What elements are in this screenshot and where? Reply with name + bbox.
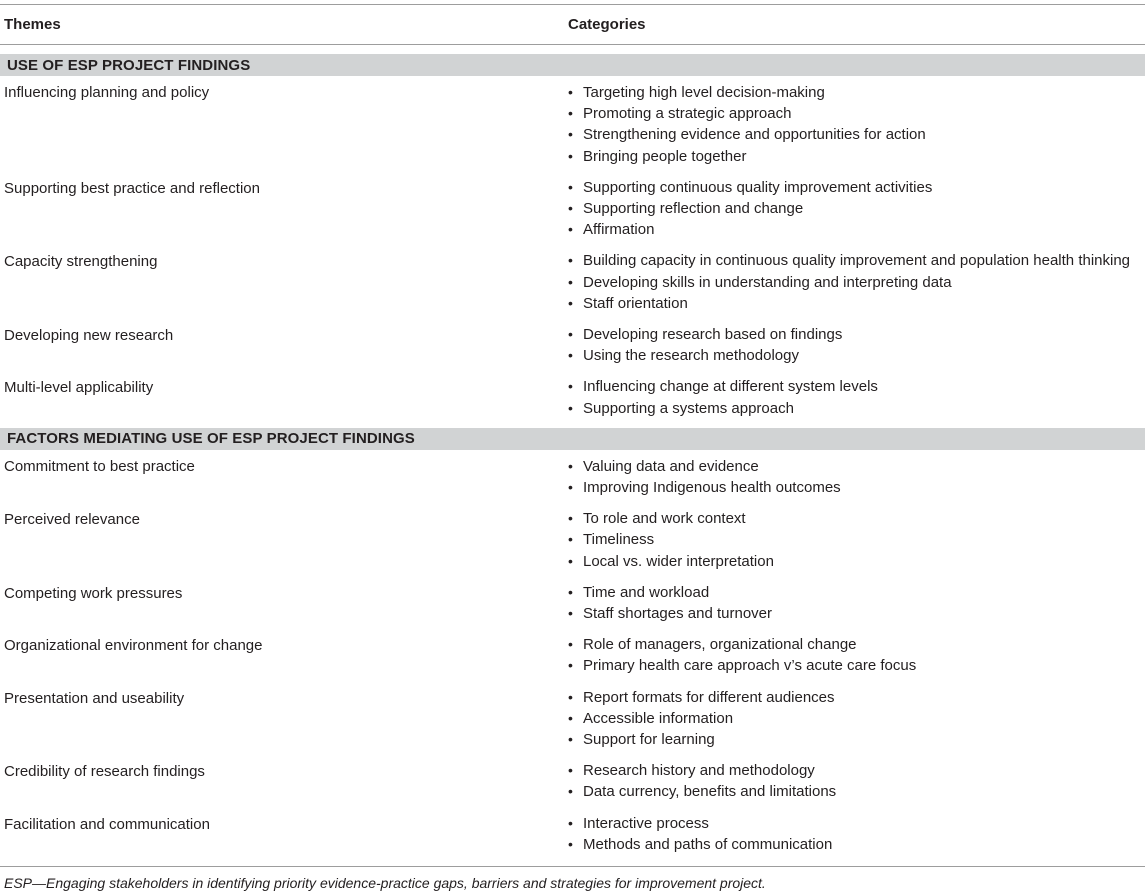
category-item xyxy=(568,103,1145,124)
theme-cell: Influencing planning and policy xyxy=(4,84,210,101)
bullet-icon: • xyxy=(568,294,573,311)
category-text: Supporting reflection and change xyxy=(583,200,804,218)
bullet-icon: • xyxy=(568,762,573,779)
bullet-icon: • xyxy=(568,583,573,600)
category-item xyxy=(568,272,1145,293)
category-text: Bringing people together xyxy=(583,147,747,165)
category-list xyxy=(568,508,1145,572)
category-list xyxy=(568,376,1145,418)
table-row xyxy=(0,577,1145,629)
category-item xyxy=(568,345,1145,366)
category-list xyxy=(568,177,1145,241)
theme-cell: Facilitation and communication xyxy=(4,815,210,833)
theme-cell: Presentation and useability xyxy=(4,689,185,707)
theme-cell: Competing work pressures xyxy=(4,584,183,602)
bullet-icon: • xyxy=(568,378,573,395)
bullet-icon: • xyxy=(568,178,573,195)
table-row xyxy=(0,172,1145,246)
category-text: Strengthening evidence and opportunities for action xyxy=(583,126,926,144)
category-text: Data currency, benefits and limitations xyxy=(583,783,837,801)
category-text: Report formats for different audiences xyxy=(583,688,835,706)
category-item xyxy=(568,781,1145,802)
category-text: Primary health care approach v’s acute care focus xyxy=(583,657,917,675)
bullet-icon: • xyxy=(568,552,573,569)
category-item xyxy=(568,456,1145,477)
category-text: Time and workload xyxy=(583,583,710,601)
bullet-icon: • xyxy=(568,147,573,164)
table-row xyxy=(0,450,1145,503)
category-item xyxy=(568,293,1145,314)
bullet-icon: • xyxy=(568,636,573,653)
bullet-icon: • xyxy=(568,531,573,548)
category-item xyxy=(568,477,1145,498)
bullet-icon: • xyxy=(568,605,573,622)
category-text: Accessible information xyxy=(583,709,734,727)
category-text: Influencing change at different system levels xyxy=(583,378,878,396)
category-text: Methods and paths of communication xyxy=(583,835,833,853)
table-row xyxy=(0,682,1145,756)
category-item xyxy=(568,82,1145,103)
table-row xyxy=(0,755,1145,807)
category-item xyxy=(568,834,1145,855)
category-item xyxy=(568,146,1145,167)
category-list xyxy=(568,250,1145,314)
category-text: Targeting high level decision-making xyxy=(583,84,825,101)
category-text: Research history and methodology xyxy=(583,762,815,780)
bullet-icon: • xyxy=(568,347,573,364)
category-item xyxy=(568,634,1145,655)
category-item xyxy=(568,729,1145,750)
category-text: Local vs. wider interpretation xyxy=(583,552,774,570)
category-item xyxy=(568,582,1145,603)
bullet-icon: • xyxy=(568,252,573,269)
table-row xyxy=(0,76,1145,172)
category-item xyxy=(568,708,1145,729)
category-text: Timeliness xyxy=(583,531,655,549)
theme-cell: Organizational environment for change xyxy=(4,637,263,655)
table-row xyxy=(0,245,1145,319)
category-list xyxy=(568,82,1145,167)
bullet-icon: • xyxy=(568,273,573,290)
bullet-icon: • xyxy=(568,814,573,831)
bullet-icon: • xyxy=(568,200,573,217)
category-list xyxy=(568,760,1145,802)
theme-cell: Perceived relevance xyxy=(4,511,140,529)
bullet-icon: • xyxy=(568,835,573,852)
category-item xyxy=(568,398,1145,419)
bullet-icon: • xyxy=(568,84,573,100)
table-body xyxy=(0,54,1145,860)
category-list xyxy=(568,324,1145,366)
category-text: Developing research based on findings xyxy=(583,326,843,344)
header-rule xyxy=(0,44,1145,45)
category-item xyxy=(568,219,1145,240)
theme-cell: Capacity strengthening xyxy=(4,253,158,271)
category-text: Promoting a strategic approach xyxy=(583,105,792,123)
category-text: Supporting a systems approach xyxy=(583,399,794,417)
bullet-icon: • xyxy=(568,783,573,800)
bullet-icon: • xyxy=(568,709,573,726)
category-text: Interactive process xyxy=(583,814,709,832)
category-item xyxy=(568,324,1145,345)
category-item xyxy=(568,508,1145,529)
category-text: Staff shortages and turnover xyxy=(583,605,773,623)
category-text: Developing skills in understanding and interpreting data xyxy=(583,273,952,291)
themes-column-header: Themes xyxy=(4,16,61,33)
bullet-icon: • xyxy=(568,399,573,416)
table-row xyxy=(0,808,1145,860)
bullet-icon: • xyxy=(568,221,573,238)
category-item xyxy=(568,376,1145,397)
category-text: Valuing data and evidence xyxy=(583,457,759,475)
category-list xyxy=(568,456,1145,498)
category-item xyxy=(568,603,1145,624)
category-item xyxy=(568,177,1145,198)
category-text: Using the research methodology xyxy=(583,347,799,365)
category-text: Building capacity in continuous quality improvement and population health thinking xyxy=(583,252,1131,270)
table-row xyxy=(0,319,1145,371)
category-item xyxy=(568,687,1145,708)
bullet-icon: • xyxy=(568,510,573,527)
section-header: FACTORS MEDIATING USE OF ESP PROJECT FINDINGS xyxy=(0,428,1145,450)
bullet-icon: • xyxy=(568,657,573,674)
section-header: USE OF ESP PROJECT FINDINGS xyxy=(0,54,1145,76)
table-row xyxy=(0,629,1145,681)
category-text: Improving Indigenous health outcomes xyxy=(583,479,841,497)
table-footnote: ESP—Engaging stakeholders in identifying priority evidence-practice gaps, barriers and strategies for improvement project. xyxy=(4,875,766,891)
table-header-row xyxy=(0,5,1145,44)
category-item xyxy=(568,529,1145,550)
table-row xyxy=(0,371,1145,423)
category-item xyxy=(568,813,1145,834)
table-bottom-rule xyxy=(0,866,1145,867)
categories-column-header: Categories xyxy=(568,16,646,33)
category-text: Affirmation xyxy=(583,221,655,239)
category-list xyxy=(568,687,1145,751)
bullet-icon: • xyxy=(568,457,573,474)
category-text: To role and work context xyxy=(583,510,746,528)
category-list xyxy=(568,813,1145,855)
category-text: Staff orientation xyxy=(583,294,688,312)
category-item xyxy=(568,250,1145,271)
bullet-icon: • xyxy=(568,126,573,143)
theme-cell: Commitment to best practice xyxy=(4,457,195,475)
bullet-icon: • xyxy=(568,731,573,748)
category-item xyxy=(568,760,1145,781)
bullet-icon: • xyxy=(568,105,573,122)
category-item xyxy=(568,655,1145,676)
bullet-icon: • xyxy=(568,326,573,343)
table-row xyxy=(0,503,1145,577)
theme-cell: Supporting best practice and reflection xyxy=(4,179,260,197)
bullet-icon: • xyxy=(568,688,573,705)
category-item xyxy=(568,198,1145,219)
category-item xyxy=(568,124,1145,145)
theme-cell: Credibility of research findings xyxy=(4,763,205,781)
category-text: Supporting continuous quality improvement activities xyxy=(583,178,933,196)
theme-cell: Multi-level applicability xyxy=(4,379,154,397)
category-text: Support for learning xyxy=(583,731,715,749)
category-text: Role of managers, organizational change xyxy=(583,636,857,654)
bullet-icon: • xyxy=(568,479,573,496)
theme-cell: Developing new research xyxy=(4,327,174,345)
category-item xyxy=(568,551,1145,572)
category-list xyxy=(568,634,1145,676)
category-list xyxy=(568,582,1145,624)
